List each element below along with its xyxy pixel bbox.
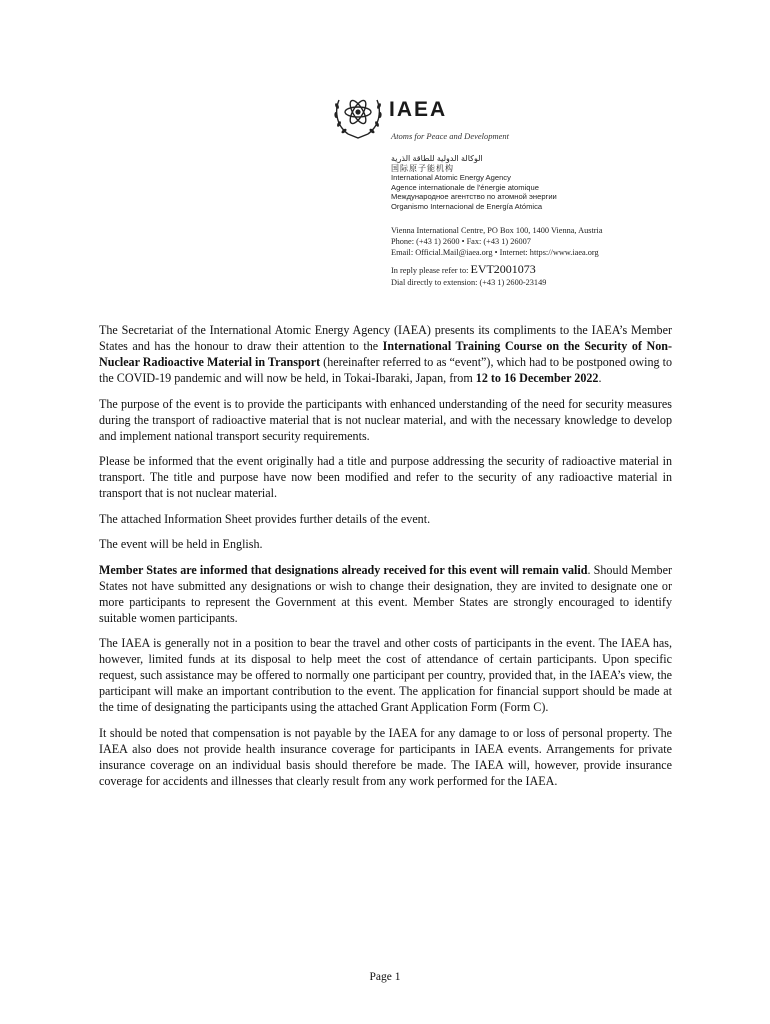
page-number: Page 1 bbox=[369, 971, 401, 983]
agency-name-spanish: Organismo Internacional de Energía Atómica bbox=[391, 201, 543, 211]
address: Vienna International Centre, PO Box 100, 1400 Vienna, Austria bbox=[391, 226, 603, 235]
iaea-logo-icon bbox=[331, 90, 385, 142]
event-title: International Training Course on the Security of Non-Nuclear Radioactive Material in Transport bbox=[99, 339, 672, 369]
email-internet: Email: Official.Mail@iaea.org • Internet: https://www.iaea.org bbox=[391, 247, 599, 257]
paragraph-costs: The IAEA is generally not in a position to bear the travel and other costs of participants in the event. The IAEA has, however, limited funds at its disposal to help meet the cost of attendance of certain participants. Upon specific request, such assistance may be offered to normally one participant per country, provided that, in the IAEA’s view, the participant will make an important contribution to the event. The application for financial support should be made at the time of designating the participants using the attached Grant Application Form (Form C). bbox=[99, 636, 672, 714]
paragraph-purpose: The purpose of the event is to provide the participants with enhanced understanding of the need for security measures during the transport of radioactive material that is not nuclear material, and with the necessary knowledge to develop and implement national transport security requirements. bbox=[99, 396, 672, 443]
paragraph-intro bbox=[99, 322, 672, 386]
contact-block bbox=[391, 226, 603, 258]
agency-names bbox=[391, 154, 557, 212]
reply-block bbox=[391, 263, 546, 289]
agency-name-french: Agence internationale de l'énergie atomique bbox=[391, 182, 539, 192]
paragraph-language: The event will be held in English. bbox=[99, 537, 263, 551]
text: The Secretariat of the International Atomic Energy Agency (IAEA) presents its compliments to the IAEA’s Member States and has the honour to draw their attention to the bbox=[99, 323, 672, 353]
agency-name-chinese: 国际原子能机构 bbox=[391, 163, 454, 173]
paragraph-title-change: Please be informed that the event originally had a title and purpose addressing the security of radioactive material in transport. The title and purpose have now been modified and refer to the security of any radioactive material in transport that is not nuclear material. bbox=[99, 454, 672, 500]
letter-body bbox=[99, 322, 672, 798]
agency-name-russian: Международное агентство по атомной энергии bbox=[391, 192, 557, 202]
designations-notice: Member States are informed that designations already received for this event will remain valid bbox=[99, 562, 588, 577]
reference-code: EVT2001073 bbox=[470, 262, 536, 276]
paragraph-designations bbox=[99, 562, 672, 626]
dial-extension: Dial directly to extension: (+43 1) 2600-23149 bbox=[391, 278, 547, 287]
brand-name: IAEA bbox=[389, 98, 448, 121]
text: . bbox=[598, 371, 602, 385]
phone-fax: Phone: (+43 1) 2600 • Fax: (+43 1) 26007 bbox=[391, 236, 531, 246]
motto: Atoms for Peace and Development bbox=[391, 131, 510, 141]
paragraph-insurance: It should be noted that compensation is not payable by the IAEA for any damage to or loss of personal property. The IAEA also does not provide health insurance coverage for participants in IAEA events. Arrangements for private insurance coverage on an individual basis should therefore be made. The IAEA will, however, provide insurance coverage for accidents and illnesses that clearly result from any work performed for the IAEA. bbox=[99, 725, 672, 788]
text: . Should Member States not have submitted any designations or wish to change their designation, they are invited to designate one or more participants to represent the Government at this event. Member States are strongly encouraged to identify suitable women participants. bbox=[99, 562, 672, 625]
agency-name-english: International Atomic Energy Agency bbox=[391, 173, 511, 183]
text: (hereinafter referred to as “event”), which had to be postponed owing to the COVID-19 pandemic and will now be held, in Tokai-Ibaraki, Japan, from bbox=[99, 355, 672, 385]
event-dates: 12 to 16 December 2022 bbox=[475, 371, 599, 385]
agency-name-arabic: الوكالة الدولية للطاقة الذرية bbox=[391, 154, 483, 163]
paragraph-info-sheet: The attached Information Sheet provides further details of the event. bbox=[99, 511, 431, 526]
reply-label: In reply please refer to: bbox=[391, 266, 469, 275]
